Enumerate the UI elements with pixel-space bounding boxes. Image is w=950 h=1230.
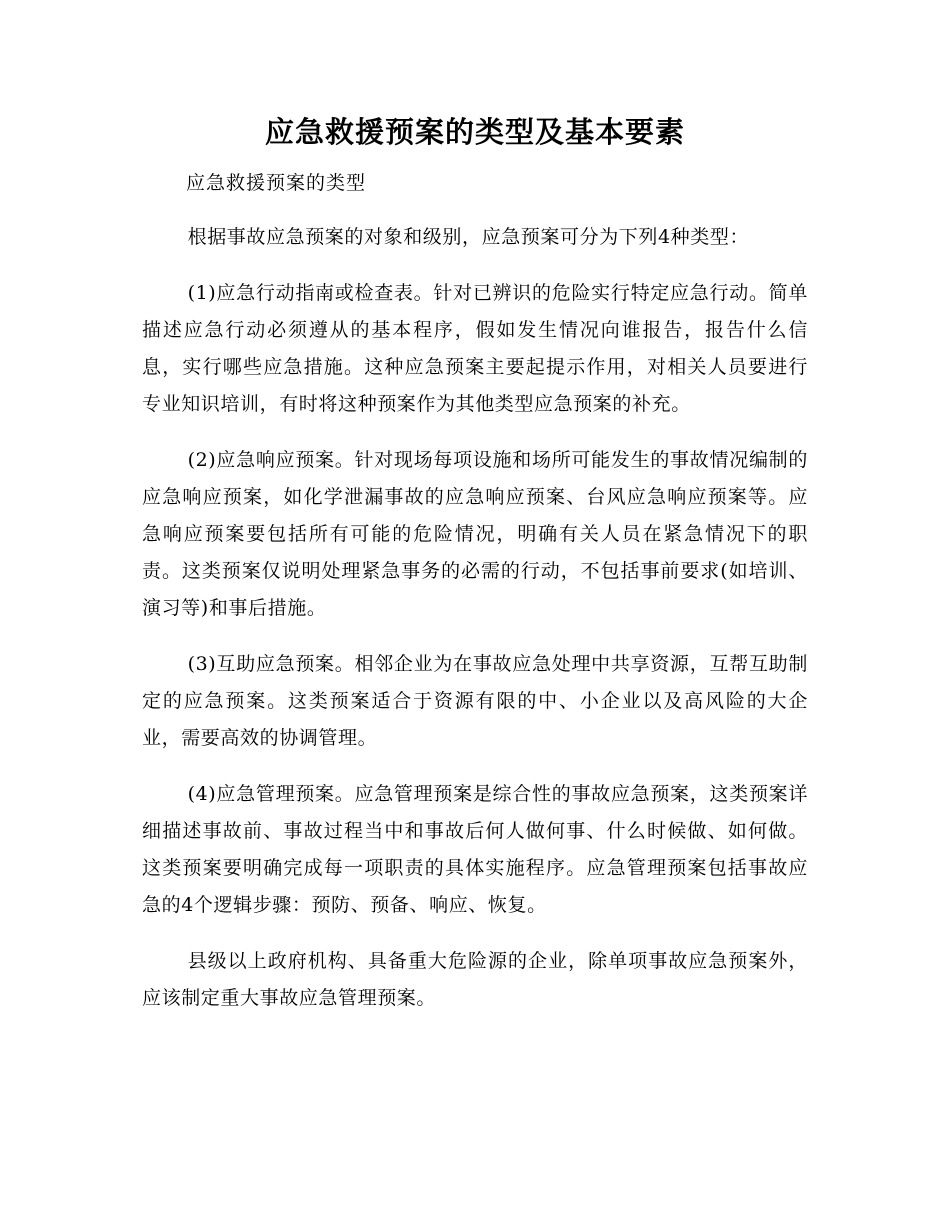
paragraph-type-4: (4)应急管理预案。应急管理预案是综合性的事故应急预案，这类预案详细描述事故前、事故过程当中和事故后何人做何事、什么时候做、如何做。这类预案要明确完成每一项职责的具体实施程序。应急管理预案包括事故应急的4个逻辑步骤：预防、预备、响应、恢复。 [142, 783, 808, 916]
document-title: 应急救援预案的类型及基本要素 [264, 115, 685, 149]
document-body [142, 219, 808, 1036]
paragraph-intro: 根据事故应急预案的对象和级别，应急预案可分为下列4种类型： [187, 226, 750, 248]
paragraph-type-2: (2)应急响应预案。针对现场每项设施和场所可能发生的事故情况编制的应急响应预案，如化学泄漏事故的应急响应预案、台风应急响应预案等。应急响应预案要包括所有可能的危险情况，明确有关人员在紧急情况下的职责。这类预案仅说明处理紧急事务的必需的行动，不包括事前要求(如培训、演习等)和事后措施。 [142, 449, 808, 619]
paragraph-conclusion: 县级以上政府机构、具备重大危险源的企业，除单项事故应急预案外，应该制定重大事故应急管理预案。 [142, 950, 808, 1009]
paragraph-type-3: (3)互助应急预案。相邻企业为在事故应急处理中共享资源，互帮互助制定的应急预案。这类预案适合于资源有限的中、小企业以及高风险的大企业，需要高效的协调管理。 [142, 653, 808, 749]
paragraph-type-1: (1)应急行动指南或检查表。针对已辨识的危险实行特定应急行动。简单描述应急行动必须遵从的基本程序，假如发生情况向谁报告，报告什么信息，实行哪些应急措施。这种应急预案主要起提示作用，对相关人员要进行专业知识培训，有时将这种预案作为其他类型应急预案的补充。 [142, 282, 808, 415]
section-heading: 应急救援预案的类型 [186, 172, 367, 194]
